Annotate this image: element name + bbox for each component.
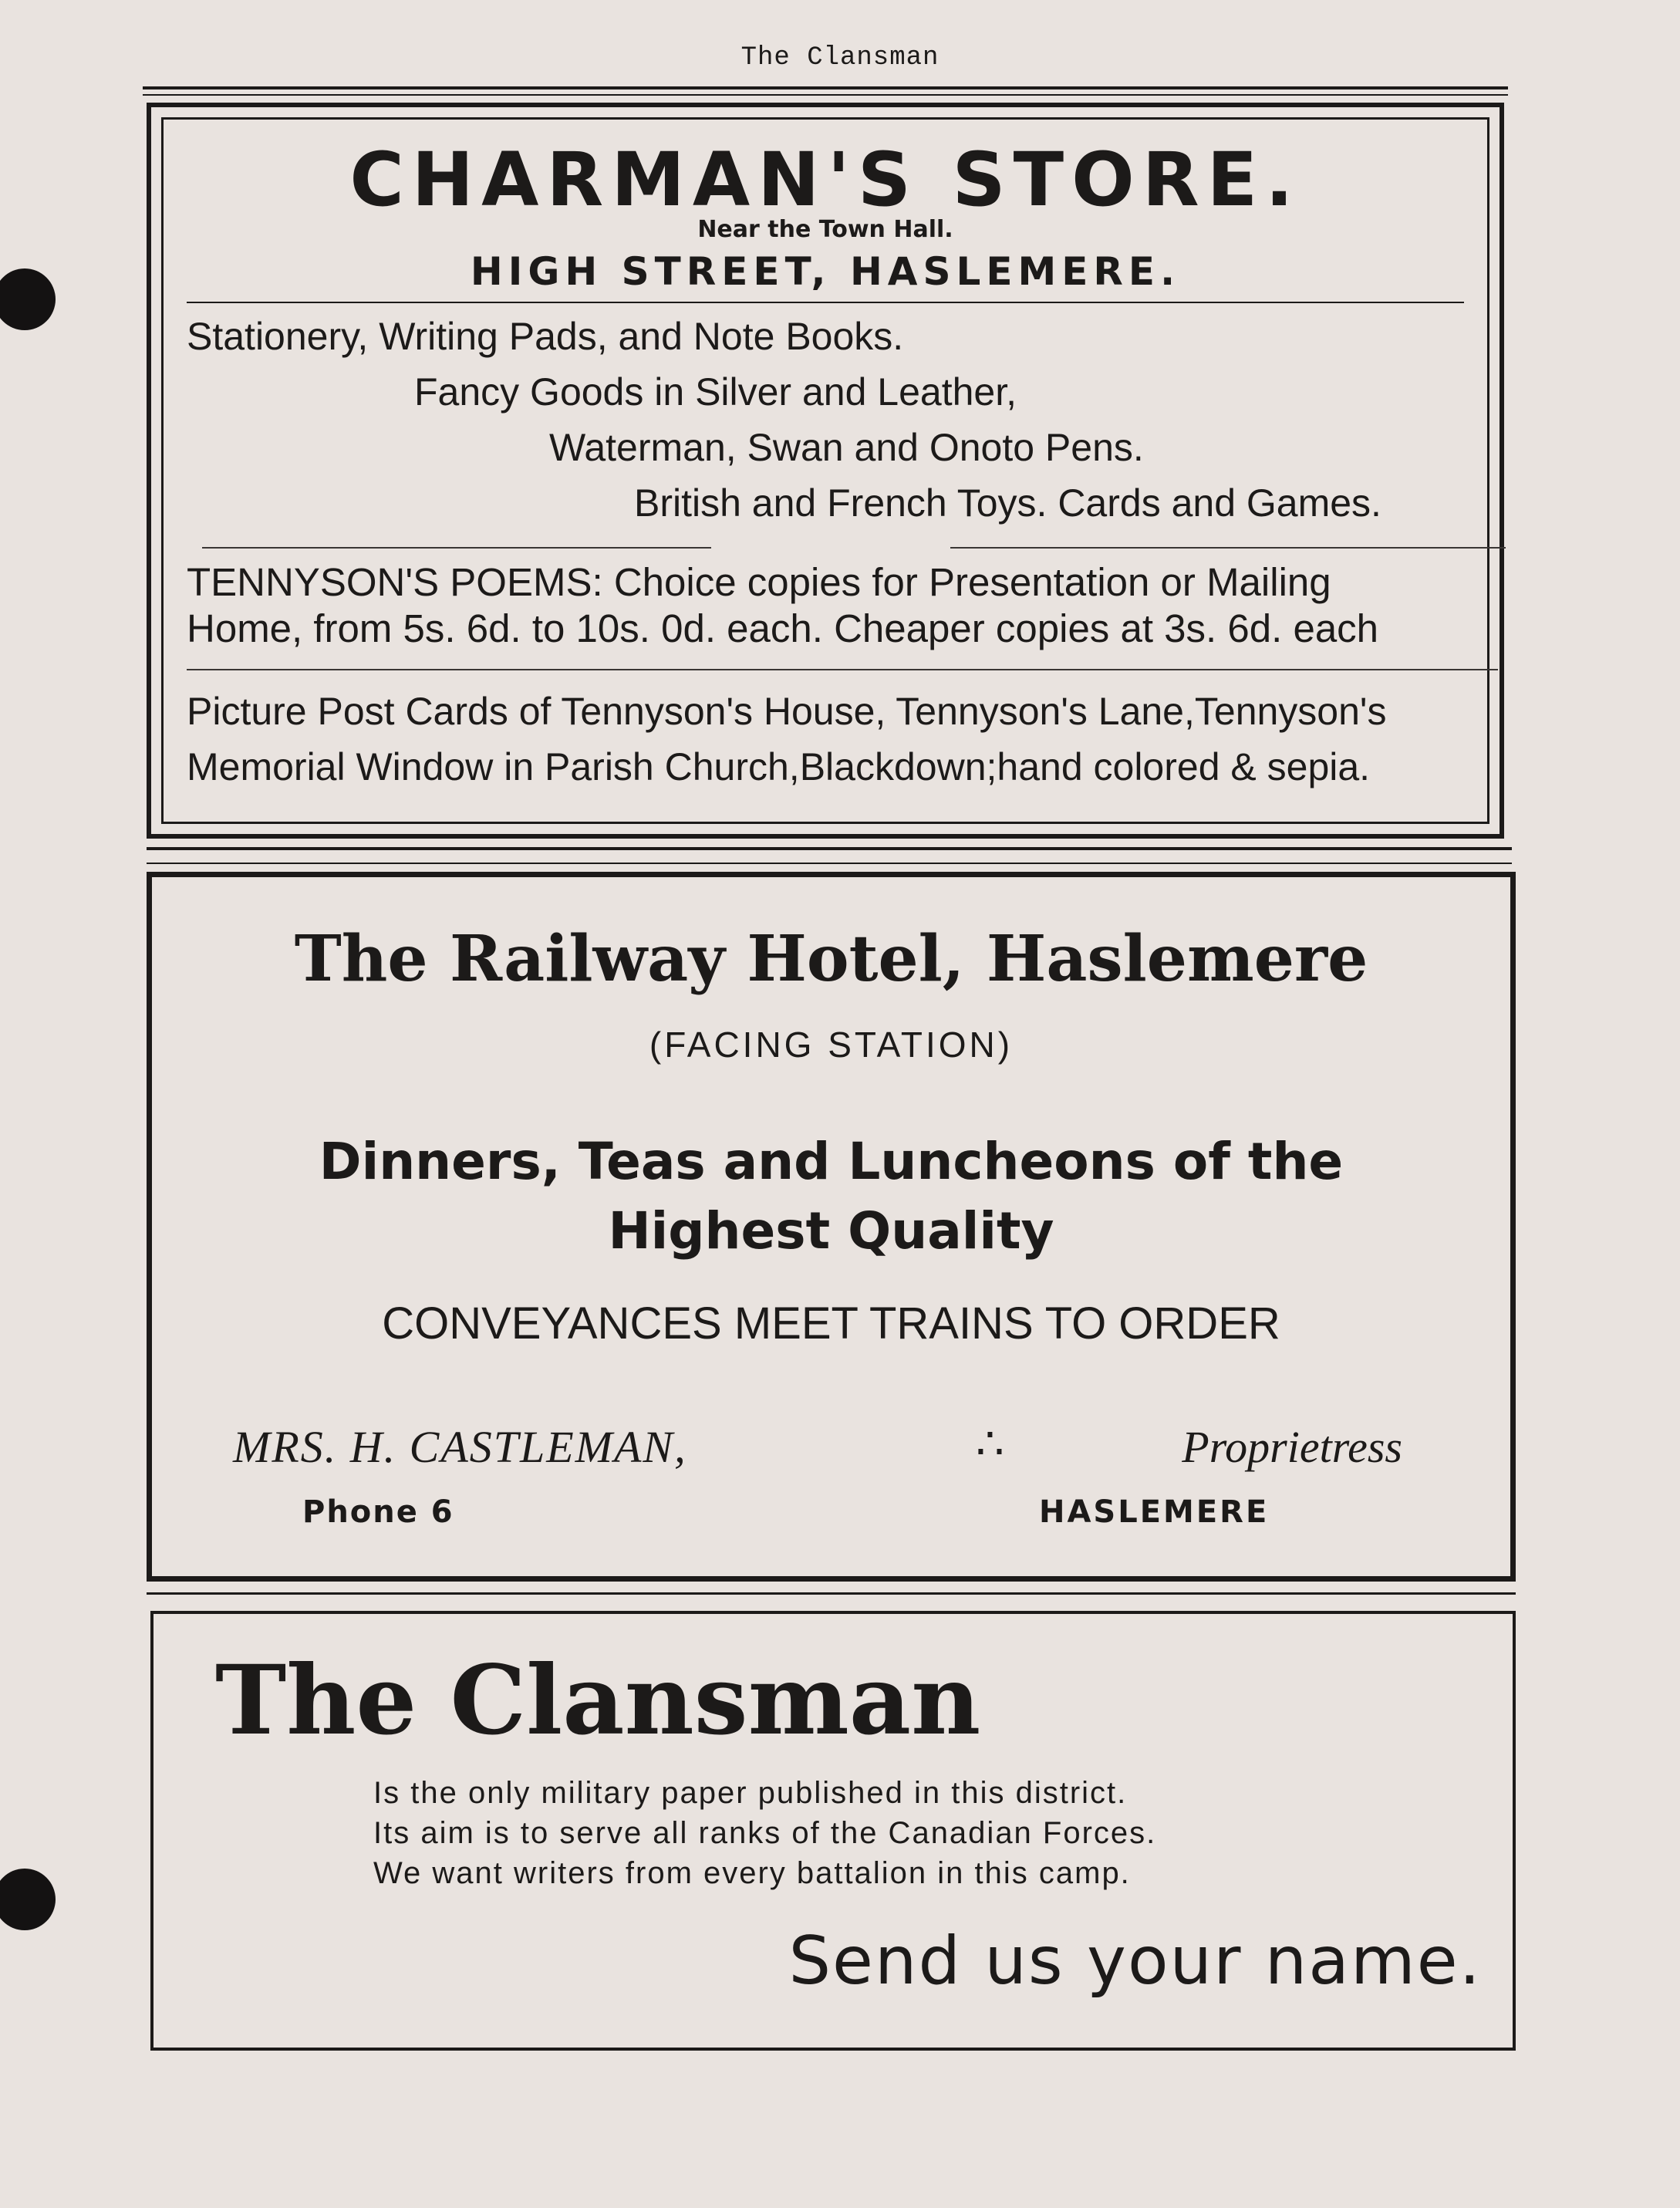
headline: Dinners, Teas and Luncheons of the [319, 1132, 1344, 1191]
divider [187, 302, 1464, 303]
separator-rule [147, 1592, 1516, 1595]
ad-address: HIGH STREET, HASLEMERE. [470, 249, 1181, 294]
ad-title: The Clansman [215, 1645, 981, 1757]
postcard-line: Memorial Window in Parish Church,Blackdown;hand colored & sepia. [187, 745, 1371, 788]
tennyson-line: Home, from 5s. 6d. to 10s. 0d. each. Cheaper copies at 3s. 6d. each [187, 606, 1379, 650]
ad-location-note: Near the Town Hall. [697, 216, 953, 243]
ad-title: The Railway Hotel, Haslemere [294, 922, 1368, 996]
postcard-line: Picture Post Cards of Tennyson's House, Tennyson's Lane,Tennyson's [187, 690, 1387, 733]
ornament-dots: ∴ [976, 1419, 1004, 1469]
divider [187, 669, 1498, 670]
punch-hole [0, 268, 56, 330]
conveyances-note: CONVEYANCES MEET TRAINS TO ORDER [382, 1298, 1280, 1349]
divider [202, 547, 711, 549]
ad-title: CHARMAN'S STORE. [349, 137, 1301, 223]
location-note: (FACING STATION) [649, 1025, 1014, 1065]
running-head: The Clansman [740, 43, 940, 73]
phone-number: Phone 6 [302, 1494, 454, 1530]
hotel-town: HASLEMERE [1039, 1494, 1270, 1530]
separator-rule-thin [147, 863, 1512, 864]
proprietor-title: Proprietress [1182, 1422, 1402, 1472]
railway-hotel-ad [147, 872, 1516, 1582]
ad-inner-frame [161, 117, 1489, 824]
tennyson-line: TENNYSON'S POEMS: Choice copies for Presentation or Mailing [187, 560, 1331, 604]
call-to-action: Send us your name. [788, 1923, 1482, 2000]
body-line: We want writers from every battalion in this camp. [373, 1856, 1131, 1890]
goods-line: Fancy Goods in Silver and Leather, [414, 370, 1017, 414]
divider [950, 547, 1506, 549]
top-rule-thin [143, 94, 1508, 96]
goods-line: British and French Toys. Cards and Games. [634, 481, 1381, 525]
top-rule [143, 86, 1508, 89]
charman-store-ad [147, 103, 1504, 839]
clansman-ad [150, 1611, 1516, 2051]
proprietor-name: MRS. H. CASTLEMAN, [233, 1422, 687, 1472]
body-line: Is the only military paper published in this district. [373, 1776, 1128, 1810]
punch-hole [0, 1869, 56, 1930]
goods-line: Waterman, Swan and Onoto Pens. [549, 426, 1144, 469]
goods-line: Stationery, Writing Pads, and Note Books. [187, 315, 904, 358]
body-line: Its aim is to serve all ranks of the Canadian Forces. [373, 1816, 1157, 1850]
headline-continued: Highest Quality [608, 1201, 1054, 1261]
separator-rule [147, 847, 1512, 850]
